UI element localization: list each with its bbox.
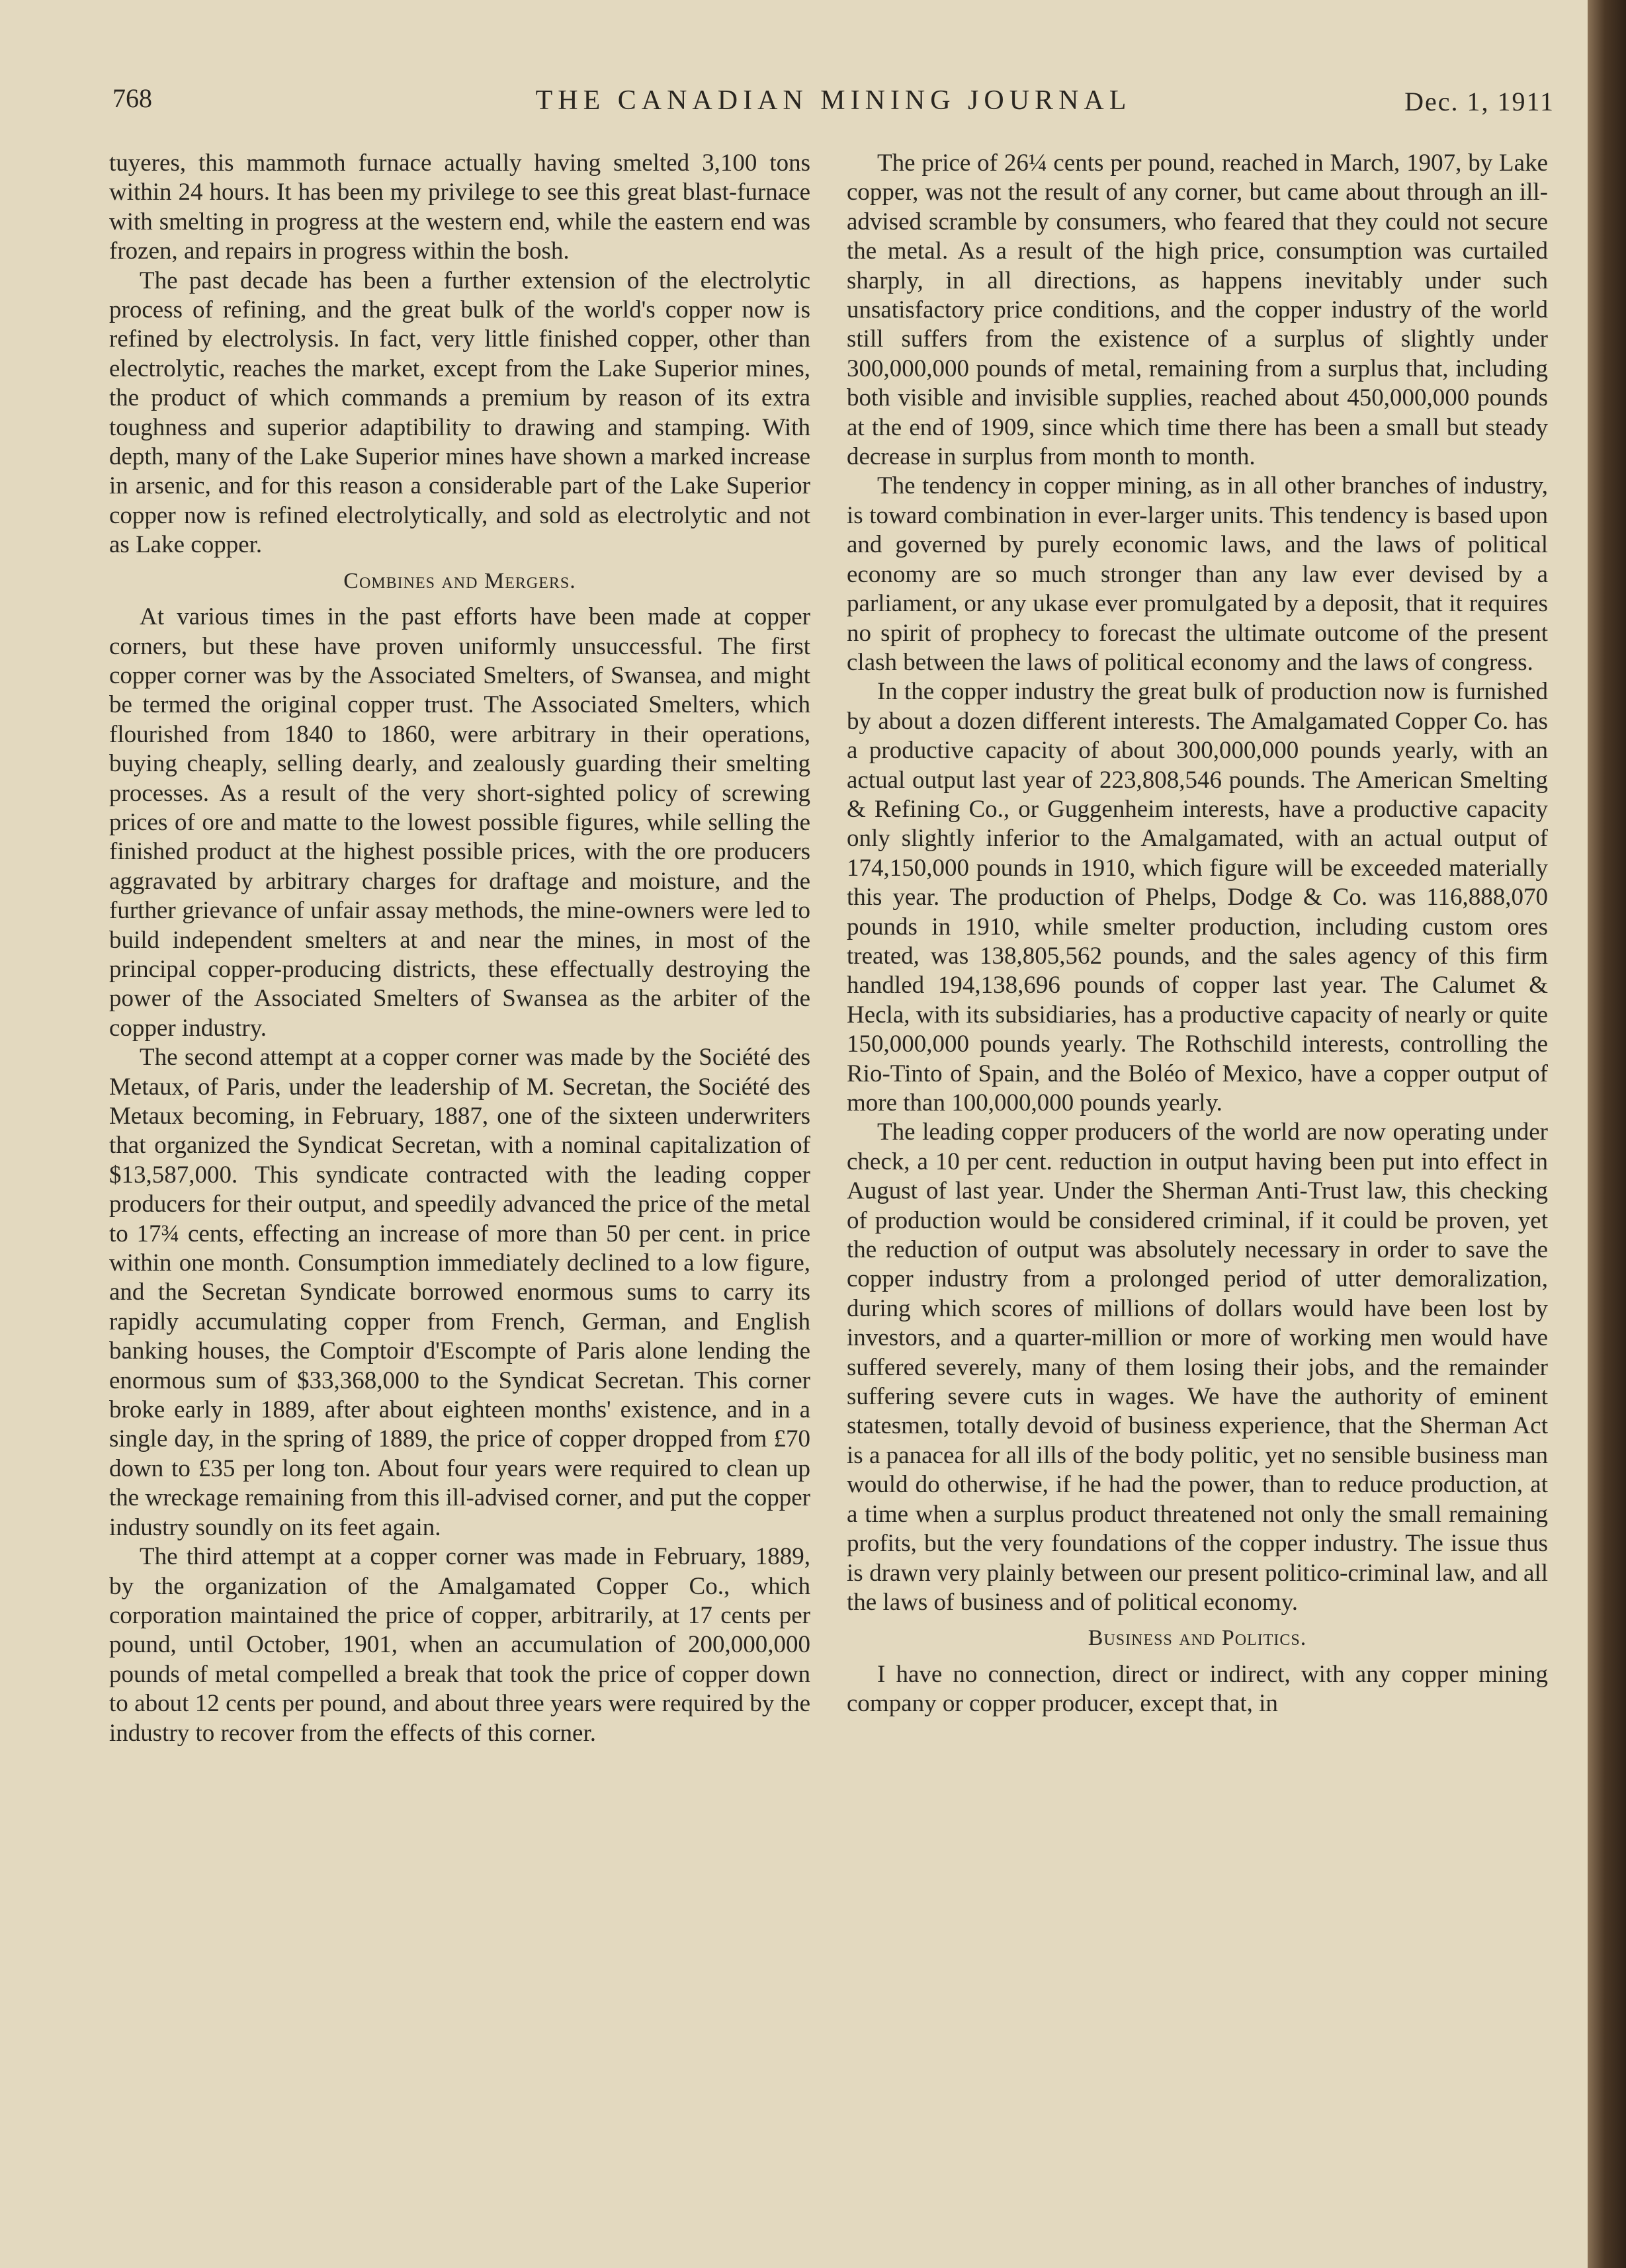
paragraph: tuyeres, this mammoth furnace actually having smelted 3,100 tons within 24 hours. It has been my privilege to see this great blast-furnace with smelting in progress at the western end, while the eastern end was frozen, and repairs in progress within the bosh. [109, 149, 810, 265]
paragraph: The price of 26¼ cents per pound, reached in March, 1907, by Lake copper, was not the result of any corner, but came about through an ill-advised scramble by consumers, who feared that they could not secure the metal. As a result of the high price, consumption was curtailed sharply, in all directions, as happens inevitably under such unsatisfactory price conditions, and the copper industry of the world still suffers from the existence of a surplus of slightly under 300,000,000 pounds of metal, remaining from a surplus that, including both visible and invisible supplies, reached about 450,000,000 pounds at the end of 1909, since which time there has been a small but steady decrease in surplus from month to month. [847, 149, 1548, 471]
paragraph: The past decade has been a further extension of the electrolytic process of refining, and the great bulk of the world's copper now is refined by electrolysis. In fact, very little finished copper, other than electrolytic, reaches the market, except from the Lake Superior mines, the product of which commands a premium by reason of its extra toughness and superior adaptibility to drawing and stamping. With depth, many of the Lake Superior mines have shown a marked increase in arsenic, and for this reason a considerable part of the Lake Superior copper now is refined electrolytically, and sold as electrolytic and not as Lake copper. [109, 267, 810, 559]
issue-date: Dec. 1, 1911 [1404, 87, 1555, 116]
paragraph: The tendency in copper mining, as in all other branches of industry, is toward combination in ever-larger units. This tendency is based upon and governed by purely economic laws, and the laws of political economy are so much stronger than any law ever devised by a parliament, or any ukase ever promulgated by a deposit, that it requires no spirit of prophecy to forecast the ultimate outcome of the present clash between the laws of political economy and the laws of congress. [847, 472, 1548, 676]
page-header [112, 79, 1555, 126]
paragraph: I have no connection, direct or indirect, with any copper mining company or copper producer, except that, in [847, 1660, 1548, 1718]
page-number: 768 [112, 83, 152, 113]
paragraph: The leading copper producers of the world are now operating under check, a 10 per cent. reduction in output having been put into effect in August of last year. Under the Sherman Anti-Trust law, this checking of production would be considered criminal, if it could be proven, yet the reduction of output was absolutely necessary in order to save the copper industry from a prolonged period of utter demoralization, during which scores of millions of dollars would have been lost by investors, and a quarter-million or more of working men would have suffered severely, many of them losing their jobs, and the remainder suffering severe cuts in wages. We have the authority of eminent statesmen, totally devoid of business experience, that the Sherman Act is a panacea for all ills of the body politic, yet no sensible business man would do otherwise, if he had the power, than to reduce production, at a time when a surplus product threatened not only the small remaining profits, but the very foundations of the copper industry. The issue thus is drawn very plainly between our present politico-criminal law, and all the laws of business and of political economy. [847, 1118, 1548, 1616]
book-binding-edge [1588, 0, 1626, 2268]
paragraph: At various times in the past efforts have been made at copper corners, but these have proven uniformly unsuccessful. The first copper corner was by the Associated Smelters, of Swansea, and might be termed the original copper trust. The Associated Smelters, which flourished from 1840 to 1860, were arbitrary in their operations, buying cheaply, selling dearly, and zealously guarding their smelting processes. As a result of the very short-sighted policy of screwing prices of ore and matte to the lowest possible figures, while selling the finished product at the highest possible prices, with the ore producers aggravated by arbitrary charges for draftage and moisture, and the further grievance of unfair assay methods, the mine-owners were led to build independent smelters at and near the mines, in most of the principal copper-producing districts, these effectually destroying the power of the Associated Smelters of Swansea as the arbiter of the copper industry. [109, 603, 810, 1042]
left-column [109, 149, 810, 1748]
journal-title: THE CANADIAN MINING JOURNAL [535, 85, 1132, 116]
paragraph: The third attempt at a copper corner was made in February, 1889, by the organization of the Amalgamated Copper Co., which corporation maintained the price of copper, arbitrarily, at 17 cents per pound, until October, 1901, when an accumulation of 200,000,000 pounds of metal compelled a break that took the price of copper down to about 12 cents per pound, and about three years were required by the industry to recover from the effects of this corner. [109, 1543, 810, 1747]
paragraph: The second attempt at a copper corner was made by the Société des Metaux, of Paris, under the leadership of M. Secretan, the Société des Metaux becoming, in February, 1887, one of the sixteen underwriters that organized the Syndicat Secretan, with a nominal capitalization of $13,587,000. This syndicate contracted with the leading copper producers for their output, and speedily advanced the price of the metal to 17¾ cents, effecting an increase of more than 50 per cent. in price within one month. Consumption immediately declined to a low figure, and the Secretan Syndicate borrowed enormous sums to carry its rapidly accumulating copper from French, German, and English banking houses, the Comptoir d'Escompte of Paris alone lending the enormous sum of $33,368,000 to the Syndicat Secretan. This corner broke early in 1889, after about eighteen months' existence, and in a single day, in the spring of 1889, the price of copper dropped from £70 down to £35 per long ton. About four years were required to clean up the wreckage remaining from this ill-advised corner, and put the copper industry soundly on its feet again. [109, 1044, 810, 1541]
right-column [847, 149, 1548, 1719]
section-heading-business: Business and Politics. [1088, 1626, 1307, 1651]
paragraph: In the copper industry the great bulk of production now is furnished by about a dozen different interests. The Amalgamated Copper Co. has a productive capacity of about 300,000,000 pounds yearly, with an actual output last year of 223,808,546 pounds. The American Smelting & Refining Co., or Guggenheim interests, have a productive capacity only slightly inferior to the Amalgamated, with an actual output of 174,150,000 pounds in 1910, which figure will be exceeded materially this year. The production of Phelps, Dodge & Co. was 116,888,070 pounds in 1910, while smelter production, including custom ores treated, was 138,805,562 pounds, and the sales agency of this firm handled 194,138,696 pounds of copper last year. The Calumet & Hecla, with its subsidiaries, has a productive capacity of nearly or quite 150,000,000 pounds yearly. The Rothschild interests, controlling the Rio-Tinto of Spain, and the Boléo of Mexico, have a copper output of more than 100,000,000 pounds yearly. [847, 678, 1548, 1116]
section-heading-combines: Combines and Mergers. [343, 568, 576, 593]
